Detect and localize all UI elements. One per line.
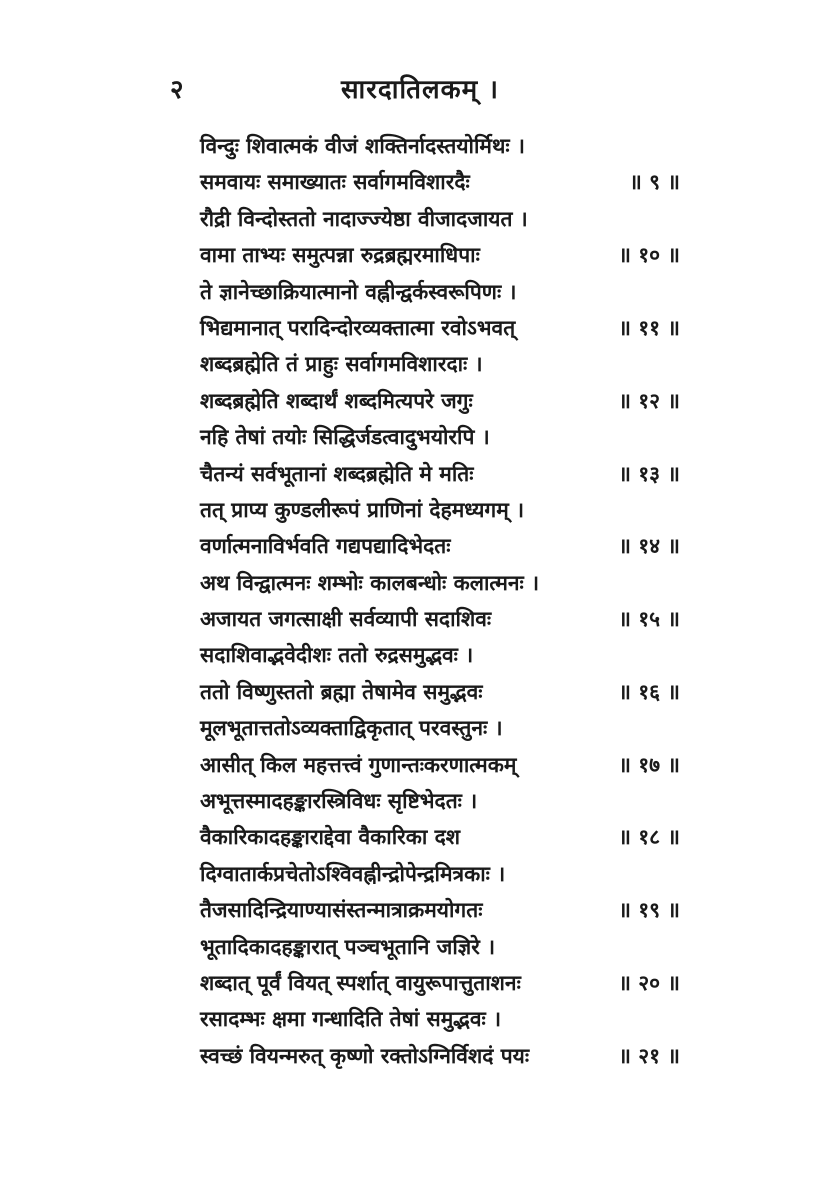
verse-number: ॥ २१ ॥: [618, 1043, 680, 1068]
verse-text: सदाशिवाद्भवेदीशः ततो रुद्रसमुद्भवः ।: [200, 643, 474, 668]
verse-text: ततो विष्णुस्ततो ब्रह्मा तेषामेव समुद्भवः: [200, 679, 483, 704]
verse-text: विन्दुः शिवात्मकं वीजं शक्तिर्नादस्तयोर्मिथः ।: [200, 134, 525, 158]
verse-text: भूतादिकादहङ्कारात् पञ्चभूतानि जज्ञिरे ।: [200, 934, 496, 959]
verse-number: ॥ १४ ॥: [618, 534, 680, 559]
verse-line: [200, 601, 680, 637]
verse-text: अभूत्तस्मादहङ्कारस्त्रिविधः सृष्टिभेदतः ।: [200, 789, 478, 814]
verse-line: [200, 492, 680, 528]
verse-text: तैजसादिन्द्रियाण्यासंस्तन्मात्राक्रमयोगतः: [200, 898, 483, 923]
verse-line: [200, 164, 680, 200]
verse-line: [200, 201, 680, 237]
verse-text: चैतन्यं सर्वभूतानां शब्दब्रह्मेति मे मतिः: [200, 461, 474, 486]
verse-text: समवायः समाख्यातः सर्वागमविशारदैः: [200, 170, 470, 195]
verse-line: [200, 419, 680, 455]
verse-line: [200, 710, 680, 746]
verse-number: ॥ १३ ॥: [618, 461, 680, 486]
verse-line: [200, 965, 680, 1001]
verse-number: ॥ १० ॥: [618, 243, 680, 268]
verse-number: ॥ १७ ॥: [618, 752, 680, 777]
verse-line: [200, 856, 680, 892]
verse-number: ॥ १५ ॥: [618, 607, 680, 632]
verse-text: शब्दात् पूर्वं वियत् स्पर्शात् वायुरूपात्तुताशनः: [200, 970, 521, 995]
verse-number: ॥ १२ ॥: [618, 388, 680, 413]
verse-line: [200, 565, 680, 601]
verse-text: रौद्री विन्दोस्ततो नादाज्ज्येष्ठा वीजादजायत ।: [200, 206, 528, 231]
verse-line: [200, 674, 680, 710]
verse-number: ॥ १९ ॥: [618, 898, 680, 923]
verse-line: [200, 783, 680, 819]
verse-text: अथ विन्द्वात्मनः शम्भोः कालबन्धोः कलात्मनः ।: [200, 570, 540, 595]
verse-line: [200, 892, 680, 928]
verse-line: [200, 929, 680, 965]
verse-line: [200, 819, 680, 855]
verse-text: भिद्यमानात् परादिन्दोरव्यक्तात्मा रवोऽभवत्: [200, 315, 516, 340]
verse-text: शब्दब्रह्मेति तं प्राहुः सर्वागमविशारदाः ।: [200, 352, 483, 377]
verse-line: [200, 237, 680, 273]
verse-number: ॥ २० ॥: [618, 970, 680, 995]
verse-text: ते ज्ञानेच्छाक्रियात्मानो वह्नीन्द्वर्कस्वरूपिणः ।: [200, 279, 517, 304]
verse-line: [200, 310, 680, 346]
verse-text: रसादम्भः क्षमा गन्धादिति तेषां समुद्भवः ।: [200, 1007, 502, 1032]
verse-number: ॥ ९ ॥: [629, 170, 680, 195]
verse-text: शब्दब्रह्मेति शब्दार्थं शब्दमित्यपरे जगुः: [200, 388, 473, 413]
verse-text: स्वच्छं वियन्मरुत् कृष्णो रक्तोऽग्निर्विशदं पयः: [200, 1043, 530, 1068]
verse-line: [200, 383, 680, 419]
verse-line: [200, 274, 680, 310]
verse-line: [200, 456, 680, 492]
verse-text: तत् प्राप्य कुण्डलीरूपं प्राणिनां देहमध्यगम् ।: [200, 497, 525, 522]
verse-text: वामा ताभ्यः समुत्पन्ना रुद्रब्रह्मरमाधिपाः: [200, 243, 480, 268]
verse-line: [200, 128, 680, 164]
verse-number: ॥ ११ ॥: [618, 315, 680, 340]
verse-text: दिग्वातार्कप्रचेतोऽश्विवह्नीन्द्रोपेन्द्रमित्रकाः ।: [200, 861, 506, 886]
verse-line: [200, 528, 680, 564]
verse-text: अजायत जगत्साक्षी सर्वव्यापी सदाशिवः: [200, 607, 492, 632]
verse-text: मूलभूतात्ततोऽव्यक्ताद्विकृतात् परवस्तुनः ।: [200, 716, 503, 741]
running-title: सारदातिलकम् ।: [340, 75, 500, 105]
verse-number: ॥ १६ ॥: [618, 679, 680, 704]
verse-text: नहि तेषां तयोः सिद्धिर्जडत्वादुभयोरपि ।: [200, 425, 490, 450]
verse-block: [200, 128, 680, 1074]
verse-text: वैकारिकादहङ्काराद्देवा वैकारिका दश: [200, 825, 461, 850]
verse-line: [200, 637, 680, 673]
verse-text: आसीत् किल महत्तत्त्वं गुणान्तःकरणात्मकम्: [200, 752, 517, 777]
page-number: २: [170, 75, 184, 105]
verse-line: [200, 747, 680, 783]
verse-line: [200, 346, 680, 382]
verse-line: [200, 1038, 680, 1074]
verse-number: ॥ १८ ॥: [618, 825, 680, 850]
verse-line: [200, 1001, 680, 1037]
verse-text: वर्णात्मनाविर्भवति गद्यपद्यादिभेदतः: [200, 534, 451, 559]
